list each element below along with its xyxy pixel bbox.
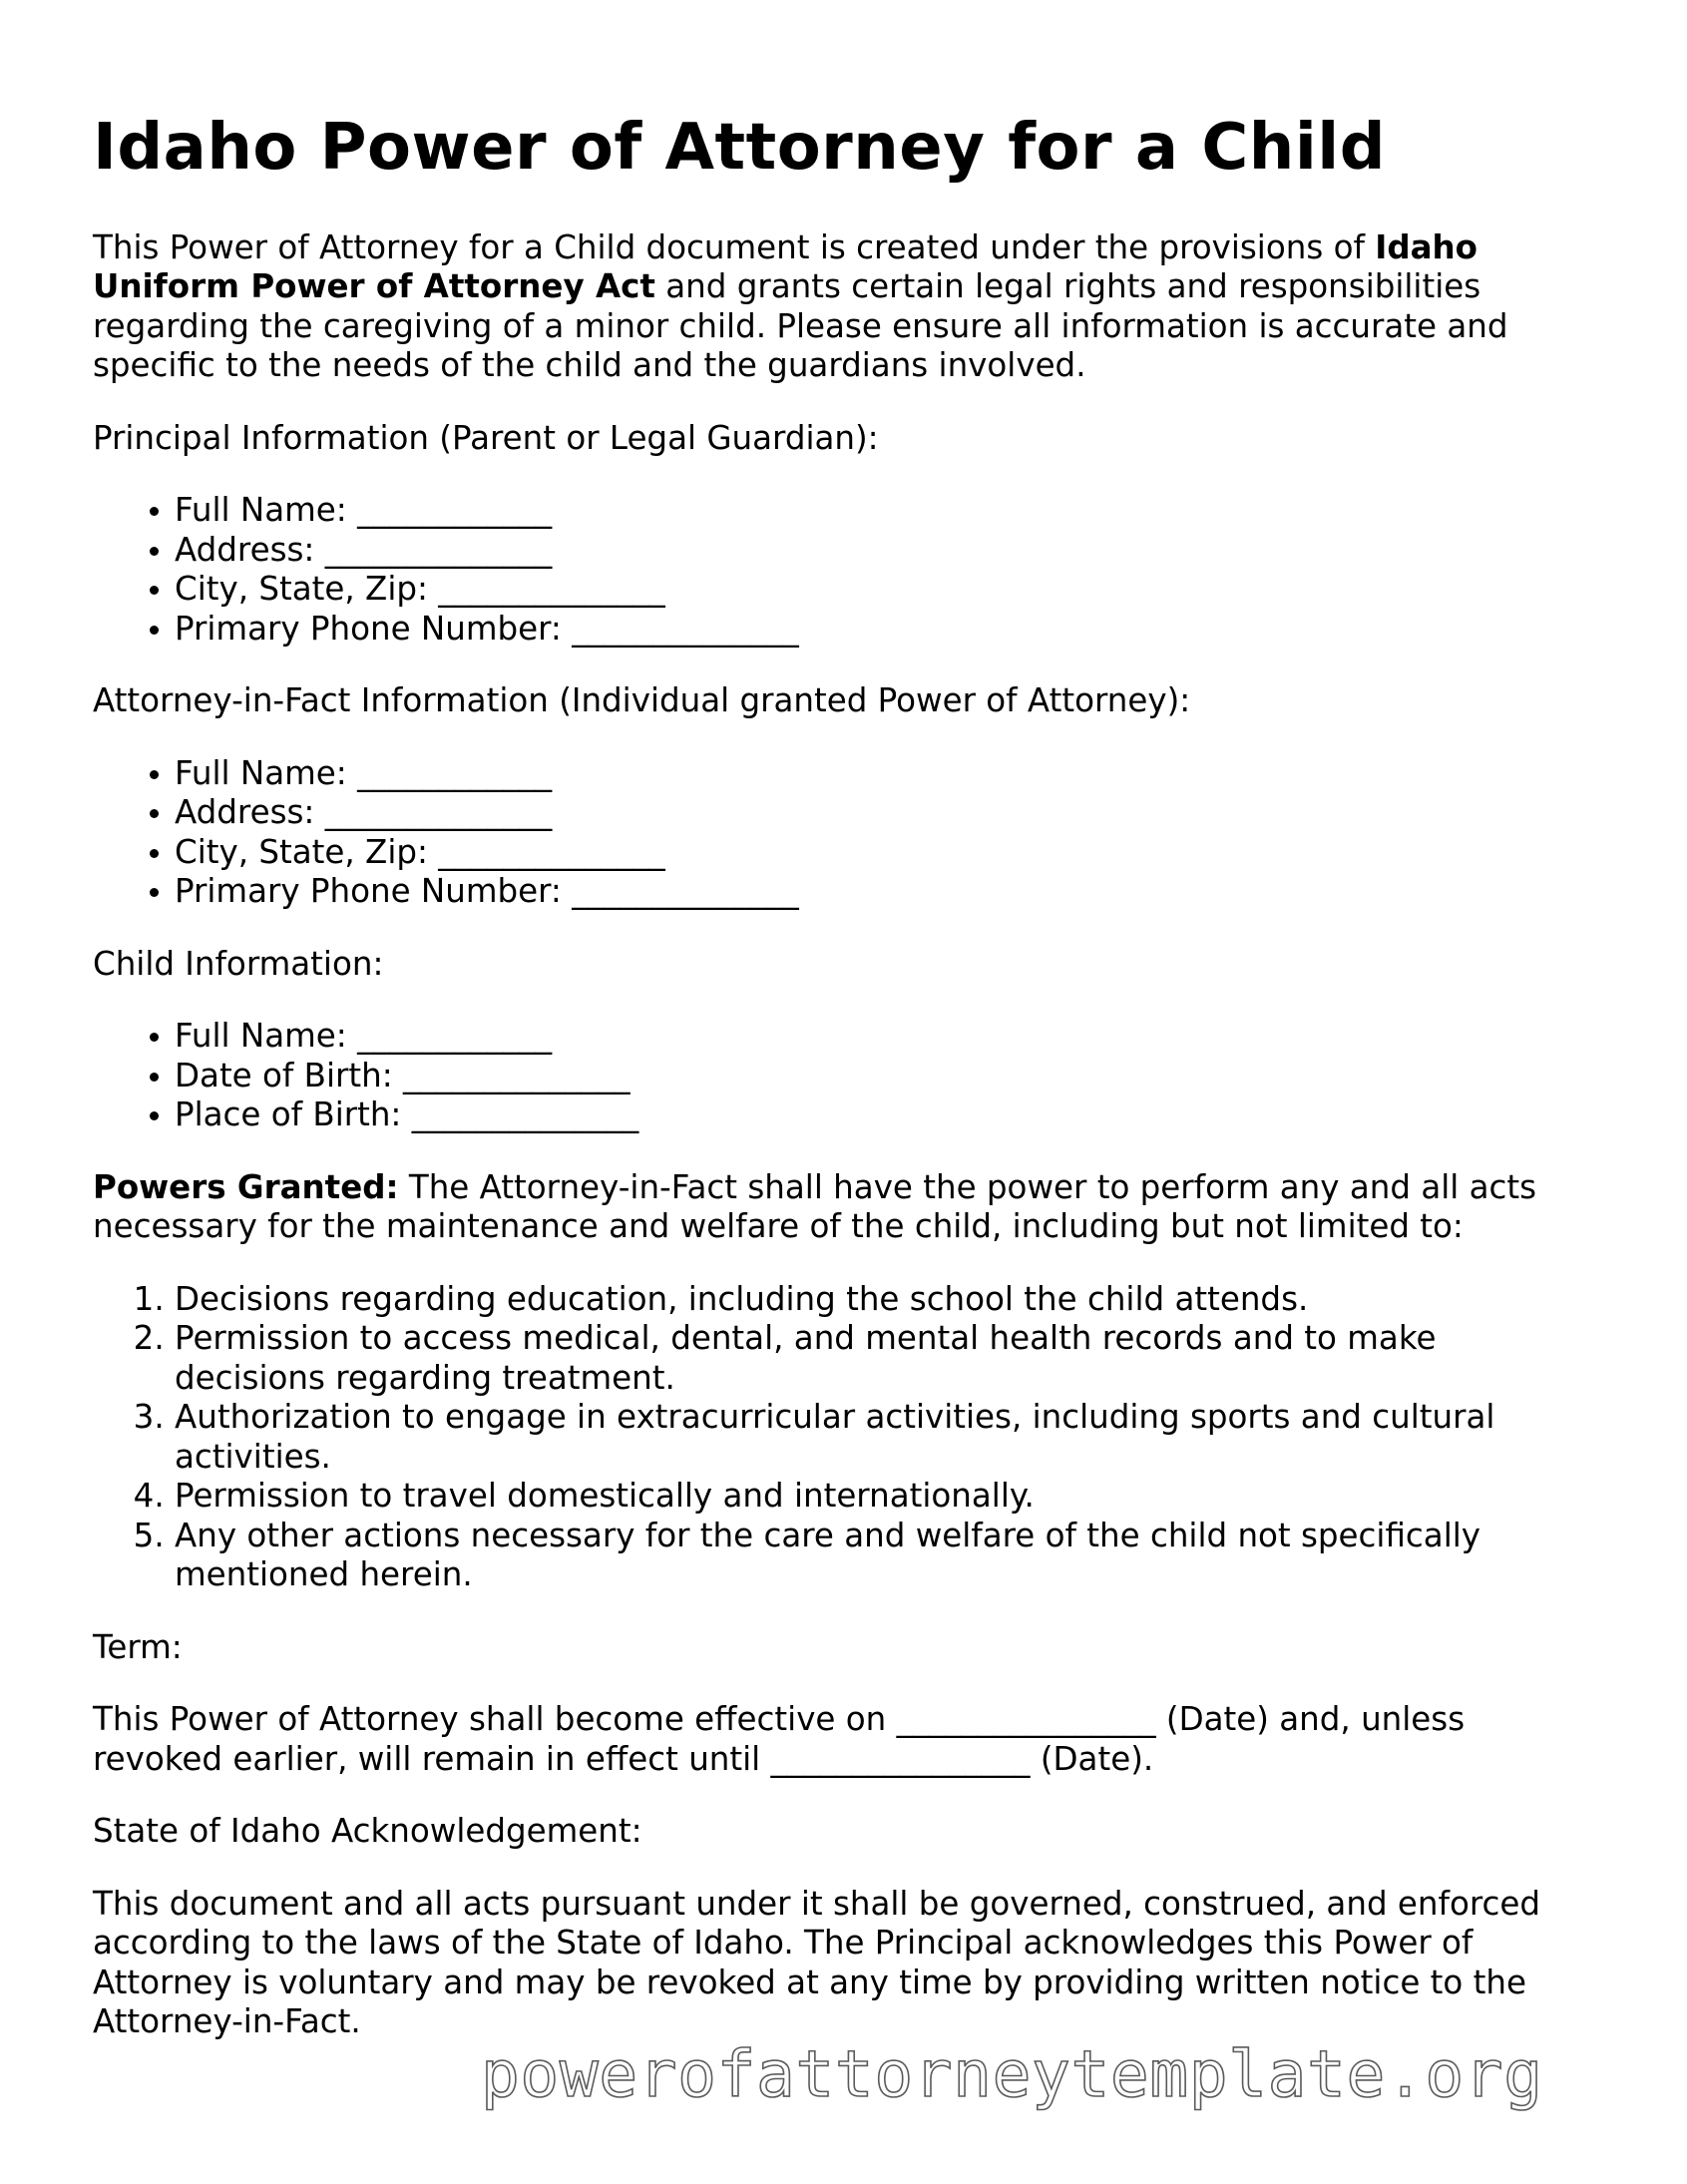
power-item-travel: 4. Permission to travel domestically and internationally. — [175, 1477, 1594, 1517]
power-item-education: 1. Decisions regarding education, including the school the child attends. — [175, 1280, 1594, 1320]
powers-list — [93, 1280, 1594, 1595]
principal-address-field: • Address: ______________ — [175, 531, 1594, 571]
intro-text-before: This Power of Attorney for a Child document is created under the provisions of — [93, 227, 1376, 266]
page-title: Idaho Power of Attorney for a Child — [93, 111, 1387, 185]
child-heading: Child Information: — [93, 944, 384, 983]
attorney-address-field: • Address: ______________ — [175, 793, 1594, 833]
power-item-medical: 2. Permission to access medical, dental, and mental health records and to make decisions regarding treatment. — [175, 1319, 1594, 1398]
child-date-of-birth-field: • Date of Birth: ______________ — [175, 1057, 1594, 1096]
power-item-other: 5. Any other actions necessary for the care and welfare of the child not specifically mentioned herein. — [175, 1517, 1594, 1595]
acknowledgement-heading: State of Idaho Acknowledgement: — [93, 1812, 642, 1851]
acknowledgement-paragraph: This document and all acts pursuant under it shall be governed, construed, and enforced according to the laws of the State of Idaho. The Principal acknowledges this Power of Attorney is voluntary and may be revoked at any time by providing written notice to the Attorney-in-Fact. — [93, 1884, 1540, 2041]
powers-label: Powers Granted: — [93, 1167, 399, 1206]
attorney-phone-field: • Primary Phone Number: ______________ — [175, 872, 1594, 912]
powers-paragraph — [93, 1168, 1594, 1247]
child-fields-list — [93, 1017, 1594, 1135]
principal-phone-field: • Primary Phone Number: ______________ — [175, 610, 1594, 650]
document-page — [93, 110, 1594, 2075]
principal-fields-list — [93, 491, 1594, 649]
child-place-of-birth-field: • Place of Birth: ______________ — [175, 1095, 1594, 1135]
watermark-text: powerofattorneytemplate.org — [481, 2037, 1543, 2112]
principal-full-name-field: • Full Name: ____________ — [175, 491, 1594, 531]
powers-text: The Attorney-in-Fact shall have the power to perform any and all acts necessary for the maintenance and welfare of the child, including but not limited to: — [93, 1167, 1537, 1246]
power-item-extracurricular: 3. Authorization to engage in extracurricular activities, including sports and cultural activities. — [175, 1398, 1594, 1477]
term-paragraph: This Power of Attorney shall become effective on ________________ (Date) and, unless revoked earlier, will remain in effect until ________________ (Date). — [93, 1700, 1466, 1778]
attorney-heading: Attorney-in-Fact Information (Individual granted Power of Attorney): — [93, 681, 1191, 720]
intro-paragraph — [93, 228, 1594, 386]
attorney-fields-list — [93, 754, 1594, 912]
intro-text-after: and grants certain legal rights and responsibilities regarding the caregiving of a minor child. Please ensure all information is accurate and specific to the needs of the child and the guardians involved. — [93, 267, 1508, 385]
attorney-city-state-zip-field: • City, State, Zip: ______________ — [175, 833, 1594, 873]
attorney-full-name-field: • Full Name: ____________ — [175, 754, 1594, 794]
child-full-name-field: • Full Name: ____________ — [175, 1017, 1594, 1057]
term-heading: Term: — [93, 1627, 183, 1666]
principal-heading: Principal Information (Parent or Legal Guardian): — [93, 418, 879, 457]
act-name: Idaho Uniform Power of Attorney Act — [93, 227, 1478, 306]
principal-city-state-zip-field: • City, State, Zip: ______________ — [175, 570, 1594, 610]
